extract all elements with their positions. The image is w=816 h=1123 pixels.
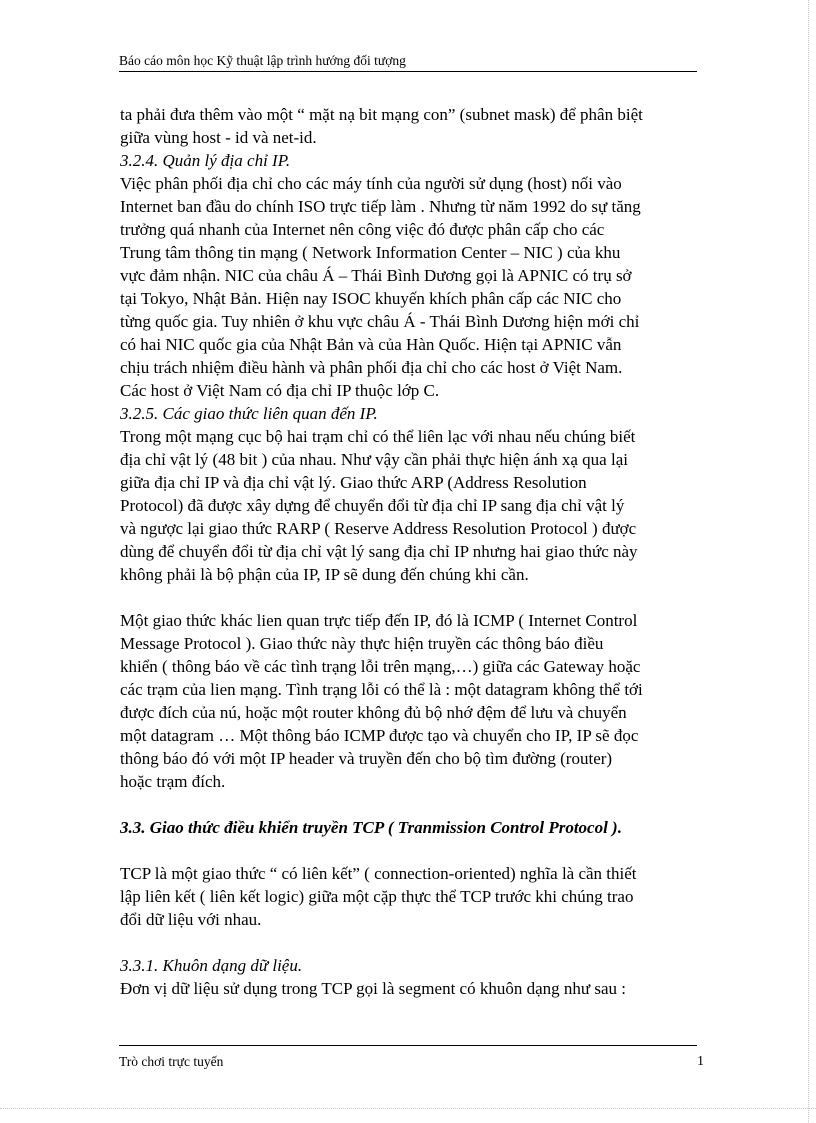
body-text-line: Một giao thức khác lien quan trực tiếp đến IP, đó là ICMP ( Internet Control (120, 611, 638, 630)
body-text-line: và ngược lại giao thức RARP ( Reserve Address Resolution Protocol ) được (120, 519, 637, 538)
body-text-line: dùng để chuyển đổi từ địa chỉ vật lý sang địa chỉ IP nhưng hai giao thức này (120, 542, 638, 561)
body-text-line: đổi dữ liệu với nhau. (120, 910, 262, 929)
section-heading: 3.3.1. Khuôn dạng dữ liệu. (120, 956, 303, 975)
body-text-line: vực đảm nhận. NIC của châu Á – Thái Bình Dương gọi là APNIC có trụ sở (120, 266, 632, 285)
page-header: Báo cáo môn học Kỹ thuật lập trình hướng đối tượng (119, 52, 697, 72)
chapter-heading: 3.3. Giao thức điều khiển truyền TCP ( Tranmission Control Protocol ). (120, 818, 622, 837)
body-text-line: các trạm của lien mạng. Tình trạng lỗi có thể là : một datagram không thể tới (120, 680, 643, 699)
body-text-line: giữa địa chỉ IP và địa chỉ vật lý. Giao thức ARP (Address Resolution (120, 473, 587, 492)
paragraph-spacer (120, 931, 710, 954)
body-text-line: giữa vùng host - id và net-id. (120, 128, 317, 147)
paragraph-spacer (120, 586, 710, 609)
body-text-line: Đơn vị dữ liệu sử dụng trong TCP gọi là segment có khuôn dạng như sau : (120, 979, 626, 998)
footer-text: Trò chơi trực tuyến (119, 1054, 224, 1069)
footer-rule (119, 1045, 697, 1046)
body-text-line: không phải là bộ phận của IP, IP sẽ dung đến chúng khi cần. (120, 565, 529, 584)
body-text-line: địa chỉ vật lý (48 bit ) của nhau. Như vậy cần phải thực hiện ánh xạ qua lại (120, 450, 628, 469)
body-text-line: Việc phân phối địa chỉ cho các máy tính của người sử dụng (host) nối vào (120, 174, 622, 193)
body-text-line: thông báo đó với một IP header và truyền đến cho bộ tìm đường (router) (120, 749, 613, 768)
body-text-line: có hai NIC quốc gia của Nhật Bản và của Hàn Quốc. Hiện tại APNIC vẫn (120, 335, 622, 354)
body-text-line: trưởng quá nhanh của Internet nên công việc đó được phân cấp cho các (120, 220, 605, 239)
page-number: 1 (697, 1054, 704, 1069)
body-text-line: Internet ban đầu do chính ISO trực tiếp làm . Nhưng từ năm 1992 do sự tăng (120, 197, 641, 216)
body-text-line: TCP là một giao thức “ có liên kết” ( connection-oriented) nghĩa là cần thiết (120, 864, 637, 883)
body-text-line: được đích của nú, hoặc một router không đủ bộ nhớ đệm để lưu và chuyển (120, 703, 627, 722)
body-text-line: Protocol) đã được xây dựng để chuyển đổi từ địa chỉ IP sang địa chỉ vật lý (120, 496, 625, 515)
page-edge-bottom (0, 1108, 816, 1109)
paragraph-spacer (120, 839, 710, 862)
body-text-line: Trung tâm thông tin mạng ( Network Information Center – NIC ) của khu (120, 243, 621, 262)
body-text-line: chịu trách nhiệm điều hành và phân phối địa chỉ cho các host ở Việt Nam. (120, 358, 623, 377)
section-heading: 3.2.4. Quản lý địa chỉ IP. (120, 151, 291, 170)
body-text-line: ta phải đưa thêm vào một “ mặt nạ bit mạng con” (subnet mask) để phân biệt (120, 105, 643, 124)
body-text-line: Các host ở Việt Nam có địa chỉ IP thuộc lớp C. (120, 381, 440, 400)
body-text-line: từng quốc gia. Tuy nhiên ở khu vực châu Á - Thái Bình Dương hiện mới chỉ (120, 312, 640, 331)
paragraph-spacer (120, 793, 710, 816)
body-text-line: một datagram … Một thông báo ICMP được tạo và chuyển cho IP, IP sẽ đọc (120, 726, 639, 745)
section-heading: 3.2.5. Các giao thức liên quan đến IP. (120, 404, 378, 423)
body-text-line: Trong một mạng cục bộ hai trạm chỉ có thể liên lạc với nhau nếu chúng biết (120, 427, 636, 446)
body-text-line: Message Protocol ). Giao thức này thực hiện truyền các thông báo điều (120, 634, 604, 653)
document-body (120, 103, 710, 1000)
page-edge-right (808, 0, 809, 1123)
body-text-line: lập liên kết ( liên kết logic) giữa một cặp thực thể TCP trước khi chúng trao (120, 887, 634, 906)
body-text-line: tại Tokyo, Nhật Bản. Hiện nay ISOC khuyến khích phân cấp các NIC cho (120, 289, 622, 308)
body-text-line: hoặc trạm đích. (120, 772, 226, 791)
body-text-line: khiển ( thông báo về các tình trạng lỗi trên mạng,…) giữa các Gateway hoặc (120, 657, 641, 676)
